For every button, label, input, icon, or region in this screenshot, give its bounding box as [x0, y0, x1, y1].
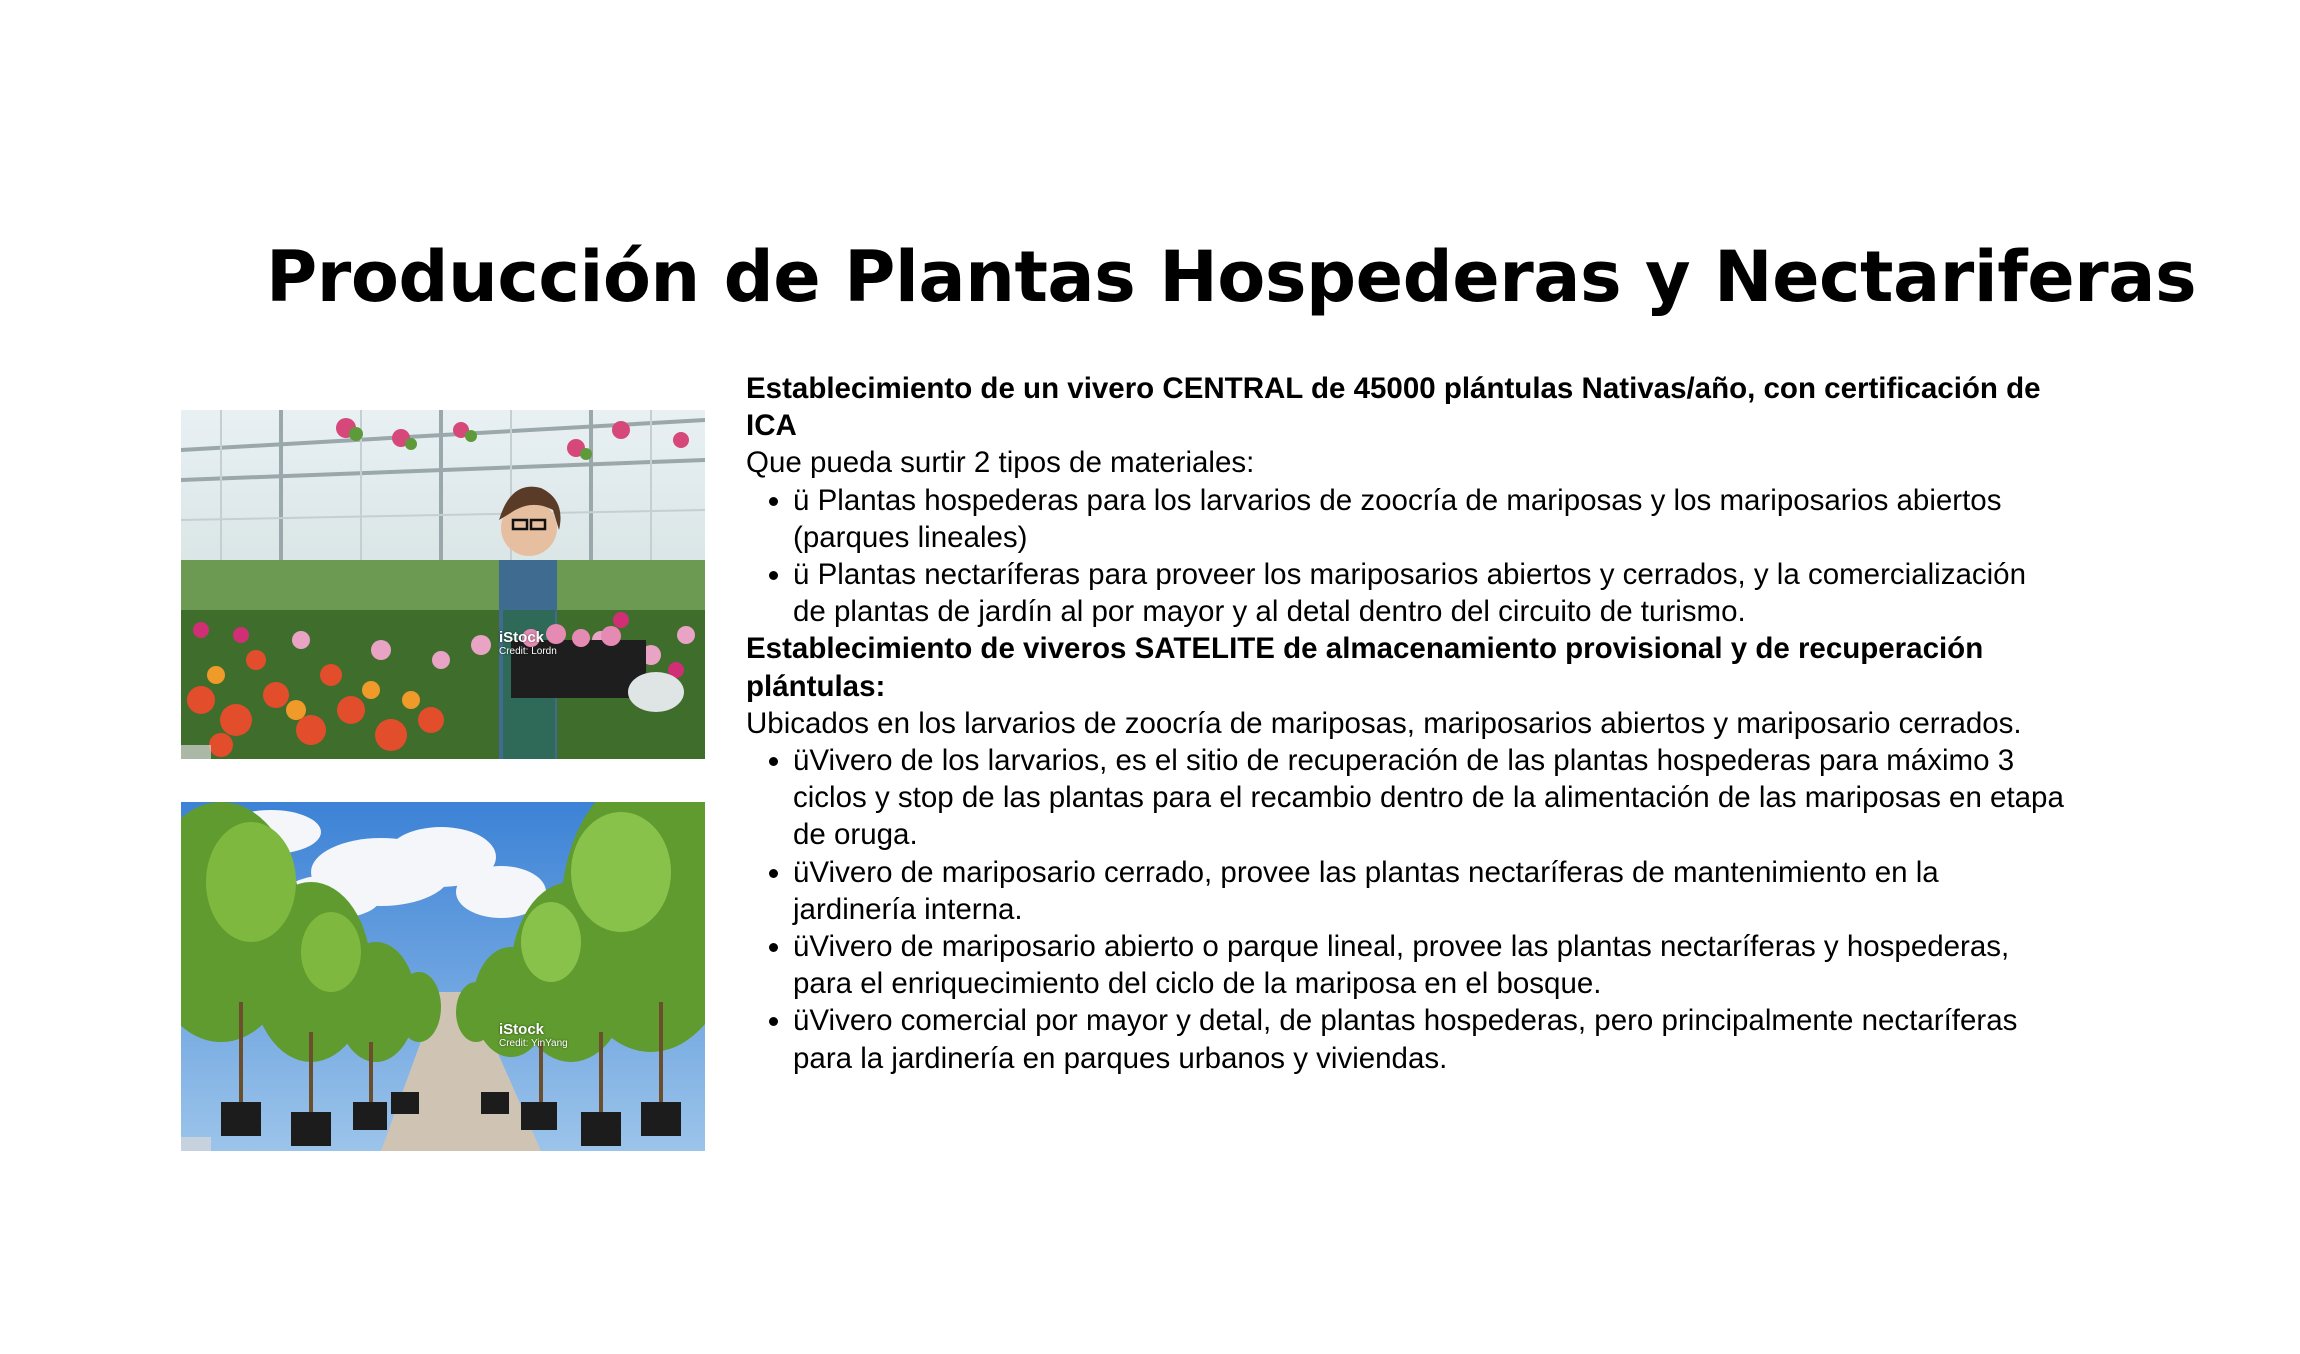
section1-heading: Establecimiento de un vivero CENTRAL de 45000 plántulas Nativas/año, con certificación de ICA	[746, 372, 2041, 443]
tree-nursery-photo	[181, 802, 705, 1151]
list-item: • üVivero de los larvarios, es el sitio de recuperación de las plantas hospederas para máximo 3 ciclos y stop de las plantas para el recambio dentro de la alimentación de las mariposas en etapa de oruga.	[793, 742, 2066, 854]
list-item: • ü Plantas hospederas para los larvarios de zoocría de mariposas y los mariposarios abiertos (parques lineales)	[793, 482, 2066, 556]
section2-heading: Establecimiento de viveros SATELITE de almacenamiento provisional y de recuperación plántulas:	[746, 632, 1984, 703]
section1-list	[746, 482, 2066, 631]
istock-watermark	[499, 629, 557, 658]
section2-list	[746, 742, 2066, 1077]
watermark-brand: iStock	[499, 629, 545, 646]
slide-body	[746, 370, 2066, 1077]
greenhouse-florist-photo	[181, 410, 705, 759]
list-item: • ü Plantas nectaríferas para proveer los mariposarios abiertos y cerrados, y la comercialización de plantas de jardín al por mayor y al detal dentro del circuito de turismo.	[793, 556, 2066, 630]
list-item: • üVivero de mariposario abierto o parque lineal, provee las plantas nectaríferas y hospederas, para el enriquecimiento del ciclo de la mariposa en el bosque.	[793, 928, 2066, 1002]
istock-watermark	[499, 1021, 568, 1050]
watermark-credit: Credit: Lordn	[499, 646, 557, 657]
watermark-credit: Credit: YinYang	[499, 1038, 568, 1049]
section1-intro: Que pueda surtir 2 tipos de materiales:	[746, 446, 1255, 480]
list-item: • üVivero comercial por mayor y detal, de plantas hospederas, pero principalmente nectaríferas para la jardinería en parques urbanos y viviendas.	[793, 1002, 2066, 1076]
list-item: • üVivero de mariposario cerrado, provee las plantas nectaríferas de mantenimiento en la jardinería interna.	[793, 854, 2066, 928]
slide-title: Producción de Plantas Hospederas y Nectariferas	[266, 236, 2197, 318]
section2-intro: Ubicados en los larvarios de zoocría de mariposas, mariposarios abiertos y mariposario cerrados.	[746, 706, 2022, 740]
watermark-brand: iStock	[499, 1021, 545, 1038]
